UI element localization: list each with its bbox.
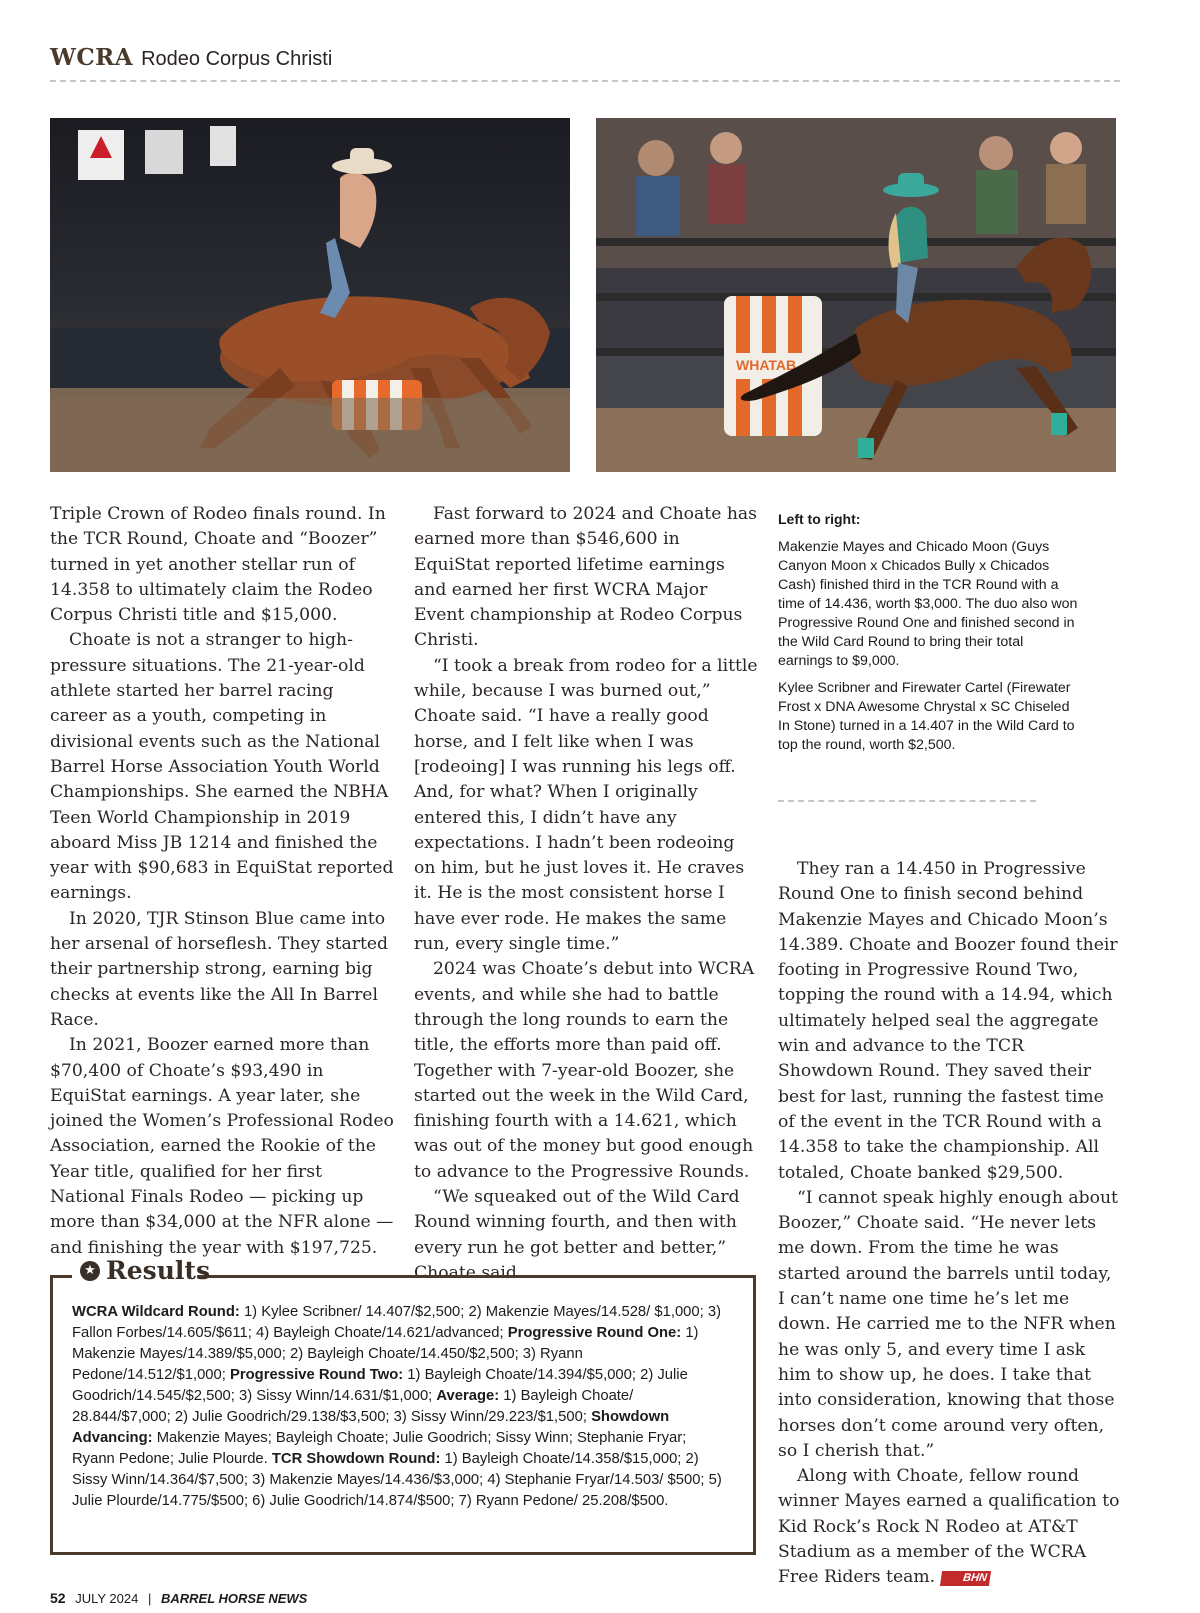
section-brand: WCRA (50, 44, 134, 71)
article-column-3 (778, 857, 1123, 1591)
magazine-name: BARREL HORSE NEWS (160, 1591, 308, 1606)
page-header (50, 44, 1120, 82)
footer-separator: | (147, 1591, 152, 1606)
bhn-end-mark-icon: BHN (940, 1571, 991, 1586)
photo-left (50, 118, 570, 472)
body-paragraph: Fast forward to 2024 and Choate has earned more than $546,600 in EquiStat reported lifetime earnings and earned her first WCRA Major Event championship at Rodeo Corpus Christi. (414, 504, 757, 651)
body-paragraph: Triple Crown of Rodeo finals round. In the TCR Round, Choate and “Boozer” turned in yet another stellar run of 14.358 to ultimately claim the Rodeo Corpus Christi title and $15,000. (50, 504, 386, 626)
page-number: 52 (50, 1590, 66, 1606)
article-column-1 (50, 502, 395, 1261)
caption-divider (778, 800, 1036, 802)
photo-right (596, 118, 1116, 472)
results-round-text: Makenzie Mayes; Bayleigh Choate; Julie Goodrich; Sissy Winn; Stephanie Fryar; Ryann Pedone; Julie Plourde. (72, 1430, 687, 1467)
barrel-logo-text: WHATAB (736, 357, 797, 373)
star-icon: ★ (80, 1261, 100, 1281)
results-body (72, 1302, 732, 1512)
results-round-text: 1) Bayleigh Choate/14.394/$5,000; 2) Julie Goodrich/14.545/$2,500; 3) Sissy Winn/14.631/$1,000; (72, 1367, 688, 1404)
results-round-text: 1) Bayleigh Choate/14.358/$15,000; 2) Sissy Winn/14.364/$7,500; 3) Makenzie Mayes/14.436/$3,000; 4) Stephanie Fryar/14.503/ $500; 5) Julie Plourde/14.775/$500; 6) Julie Goodrich/14.874/$500; 7) Ryann Pedone/ 25.208/$500. (72, 1451, 722, 1509)
results-round-label: Showdown Advancing: (72, 1409, 670, 1446)
body-paragraph: 2024 was Choate’s debut into WCRA events, and while she had to battle through the long rounds to earn the title, the efforts more than paid off. Together with 7-year-old Boozer, she started out the week in the Wild Card, finishing fourth with a 14.621, which was out of the money but good enough to advance to the Progressive Rounds. (414, 959, 755, 1182)
results-round-label: TCR Showdown Round: (271, 1451, 441, 1467)
results-round-text: 1) Makenzie Mayes/14.389/$5,000; 2) Bayleigh Choate/14.450/$2,500; 3) Ryann Pedone/14.512/$1,000; (72, 1325, 699, 1383)
caption-paragraph: Kylee Scribner and Firewater Cartel (Firewater Frost x DNA Awesome Chrystal x SC Chiseled In Stone) turned in a 14.407 in the Wild Card to top the round, worth $2,500. (778, 680, 1075, 753)
results-title: Results (106, 1256, 211, 1285)
results-round-text: 1) Bayleigh Choate/ 28.844/$7,000; 2) Julie Goodrich/29.138/$3,500; 3) Sissy Winn/29.223/$1,500; (72, 1388, 634, 1425)
body-paragraph: In 2020, TJR Stinson Blue came into her arsenal of horseflesh. They started their partnership strong, earning big checks at events like the All In Barrel Race. (50, 908, 389, 1030)
page-footer (50, 1590, 307, 1606)
body-paragraph: “We squeaked out of the Wild Card Round winning fourth, and then with every run he got better and better,” Choate said. (414, 1187, 740, 1283)
caption-heading: Left to right: (778, 511, 861, 527)
body-paragraph: “I cannot speak highly enough about Boozer,” Choate said. “He never lets me down. From the time he was started around the barrels until today, I can’t name one time he’s let me down. He carried me to the NFR when he was only 5, and every time I ask him to show up, he does. I take that into consideration, knowing that those horses don’t come around very often, so I cherish that.” (778, 1187, 1118, 1461)
section-title: Rodeo Corpus Christi (141, 48, 333, 70)
results-heading (80, 1256, 210, 1285)
body-paragraph (778, 1464, 1123, 1590)
results-round-label: Progressive Round One: (507, 1325, 682, 1341)
issue-date: JULY 2024 (75, 1591, 139, 1606)
body-paragraph: Choate is not a stranger to high-pressure situations. The 21-year-old athlete started her barrel racing career as a youth, competing in divisional events such as the National Barrel Horse Association Youth World Championships. She earned the NBHA Teen World Championship in 2019 aboard Miss JB 1214 and finished the year with $90,683 in EquiStat reported earnings. (50, 630, 394, 904)
body-paragraph-text: Along with Choate, fellow round winner Mayes earned a qualification to Kid Rock’s Rock N Rodeo at AT&T Stadium as a member of the WCRA Free Riders team. (778, 1466, 1120, 1588)
results-round-label: WCRA Wildcard Round: (72, 1304, 240, 1320)
body-paragraph: They ran a 14.450 in Progressive Round One to finish second behind Makenzie Mayes and Chicado Moon’s 14.389. Choate and Boozer found their footing in Progressive Round Two, topping the round with a 14.94, which ultimately helped seal the aggregate win and advance to the TCR Showdown Round. They saved their best for last, running the fastest time of the event in the TCR Round with a 14.358 to take the championship. All totaled, Choate banked $29,500. (778, 859, 1118, 1183)
body-paragraph: In 2021, Boozer earned more than $70,400 of Choate’s $93,490 in EquiStat earnings. A year later, she joined the Women’s Professional Rodeo Association, earned the Rookie of the Year title, qualified for her first National Finals Rodeo — picking up more than $34,000 at the NFR alone — and finishing the year with $197,725. (50, 1035, 394, 1258)
results-round-text: 1) Kylee Scribner/ 14.407/$2,500; 2) Makenzie Mayes/14.528/ $1,000; 3) Fallon Forbes/14.605/$611; 4) Bayleigh Choate/14.621/advanced; (72, 1304, 722, 1341)
photo-caption (778, 510, 1078, 763)
results-round-label: Progressive Round Two: (229, 1367, 404, 1383)
results-round-label: Average: (436, 1388, 500, 1404)
body-paragraph: “I took a break from rodeo for a little while, because I was burned out,” Choate said. “I have a really good horse, and I felt like when I was [rodeoing] I was running his legs off. And, for what? When I originally entered this, I didn’t have any expectations. I hadn’t been rodeoing on him, but he just loves it. He craves it. He is the most consistent horse I have ever rode. He makes the same run, every single time.” (414, 655, 758, 955)
caption-paragraph: Makenzie Mayes and Chicado Moon (Guys Canyon Moon x Chicados Bully x Chicados Cash) finished third in the TCR Round with a time of 14.436, worth $3,000. The duo also won Progressive Round One and finished second in the Wild Card Round to bring their total earnings to $9,000. (778, 539, 1078, 669)
article-column-2 (414, 502, 759, 1286)
